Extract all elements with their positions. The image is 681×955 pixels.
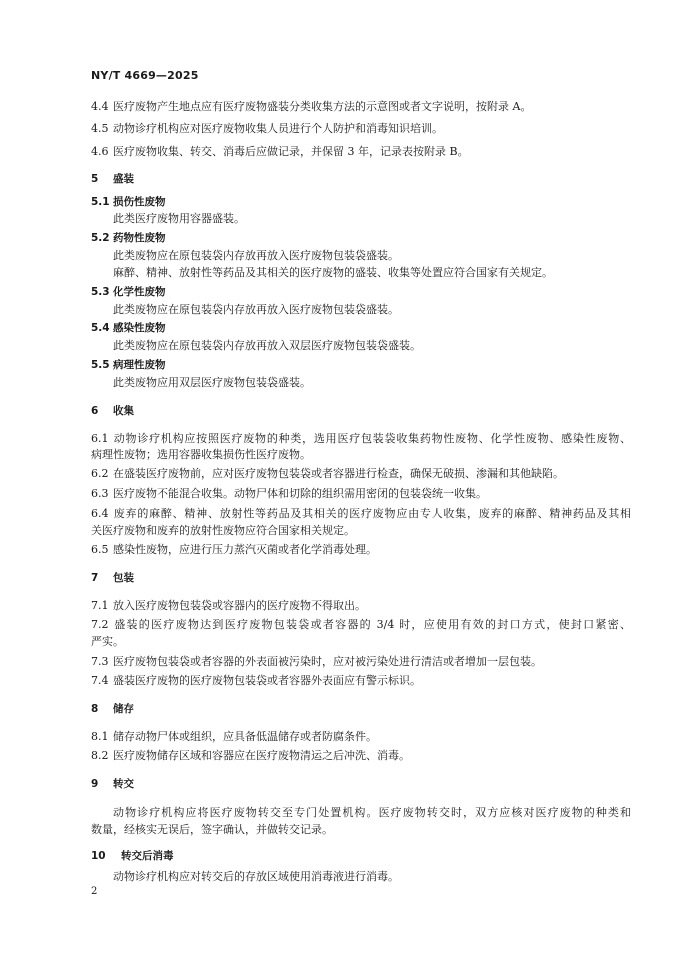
- clause-6-2: 6.2 在盛装医疗废物前，应对医疗废物包装袋或者容器进行检查，确保无破损、渗漏和其他缺陷。: [91, 467, 564, 480]
- clause-8-2: 8.2 医疗废物储存区域和容器应在医疗废物清运之后冲洗、消毒。: [91, 749, 410, 762]
- subsection-5-5-heading: 5.5 病理性废物: [91, 359, 166, 371]
- clause-6-5: 6.5 感染性废物，应进行压力蒸汽灭菌或者化学消毒处理。: [91, 543, 377, 556]
- section-9-heading: 9 转交: [91, 778, 134, 790]
- standard-code: NY/T 4669—2025: [91, 69, 199, 82]
- section-5-heading: 5 盛装: [91, 173, 134, 185]
- page-number: 2: [91, 886, 98, 897]
- section-9-text-2: 数量，经核实无误后，签字确认，并做转交记录。: [91, 823, 333, 836]
- subsection-5-4-heading: 5.4 感染性废物: [91, 322, 166, 334]
- clause-text: 动物诊疗机构应对医疗废物收集人员进行个人防护和消毒知识培训。: [113, 122, 443, 135]
- clause-7-4: 7.4 盛装医疗废物的医疗废物包装袋或者容器外表面应有警示标识。: [91, 674, 421, 687]
- section-8-heading: 8 储存: [91, 703, 134, 715]
- clause-4-5: 4.5 动物诊疗机构应对医疗废物收集人员进行个人防护和消毒知识培训。: [91, 122, 443, 135]
- clause-text: 感染性废物，应进行压力蒸汽灭菌或者化学消毒处理。: [113, 543, 377, 556]
- clause-8-1: 8.1 储存动物尸体或组织，应具备低温储存或者防腐条件。: [91, 730, 377, 743]
- section-6-heading: 6 收集: [91, 405, 134, 417]
- clause-text: 放入医疗废物包装袋或容器内的医疗废物不得取出。: [113, 599, 366, 612]
- clause-text: 医疗废物收集、转交、消毒后应做记录，并保留 3 年，记录表按附录 B。: [113, 145, 469, 158]
- clause-6-4-cont: 关医疗废物和废弃的放射性废物应符合国家相关规定。: [91, 524, 355, 537]
- clause-6-1-cont: 病理性废物；选用容器收集损伤性医疗废物。: [91, 448, 311, 461]
- subsection-5-4-text: 此类废物应在原包装袋内存放再放入双层医疗废物包装袋盛装。: [113, 339, 421, 352]
- clause-7-3: 7.3 医疗废物包装袋或者容器的外表面被污染时，应对被污染处进行清洁或者增加一层包装。: [91, 655, 542, 668]
- clause-6-3: 6.3 医疗废物不能混合收集。动物尸体和切除的组织需用密闭的包装袋统一收集。: [91, 487, 487, 500]
- clause-text: 废弃的麻醉、精神、放射性等药品及其相关的医疗废物应由专人收集，废弃的麻醉、精神药品及其相: [113, 507, 631, 520]
- clause-text: 医疗废物包装袋或者容器的外表面被污染时，应对被污染处进行清洁或者增加一层包装。: [113, 655, 542, 668]
- clause-text: 盛装医疗废物的医疗废物包装袋或者容器外表面应有警示标识。: [113, 674, 421, 687]
- subsection-5-1-heading: 5.1 损伤性废物: [91, 196, 166, 208]
- subsection-5-1-text: 此类医疗废物用容器盛装。: [113, 212, 245, 225]
- clause-text: 储存动物尸体或组织，应具备低温储存或者防腐条件。: [113, 730, 377, 743]
- clause-text: 医疗废物产生地点应有医疗废物盛装分类收集方法的示意图或者文字说明，按附录 A。: [113, 100, 532, 113]
- clause-text: 动物诊疗机构应按照医疗废物的种类，选用医疗包装袋收集药物性废物、化学性废物、感染性废物、: [113, 432, 631, 445]
- clause-6-1: 6.1 动物诊疗机构应按照医疗废物的种类，选用医疗包装袋收集药物性废物、化学性废物、感染性废物、: [91, 432, 631, 445]
- clause-7-2-cont: 严实。: [91, 635, 124, 648]
- subsection-5-3-text: 此类废物应在原包装袋内存放再放入医疗废物包装袋盛装。: [113, 303, 399, 316]
- clause-7-2: 7.2 盛装的医疗废物达到医疗废物包装袋或者容器的 3/4 时，应使用有效的封口方式，使封口紧密、: [91, 618, 631, 631]
- subsection-5-2-text-1: 此类废物应在原包装袋内存放再放入医疗废物包装袋盛装。: [113, 249, 399, 262]
- clause-4-6: 4.6 医疗废物收集、转交、消毒后应做记录，并保留 3 年，记录表按附录 B。: [91, 145, 469, 158]
- section-7-heading: 7 包装: [91, 572, 134, 584]
- subsection-5-5-text: 此类废物应用双层医疗废物包装袋盛装。: [113, 376, 311, 389]
- clause-text: 盛装的医疗废物达到医疗废物包装袋或者容器的 3/4 时，应使用有效的封口方式，使封口紧密、: [113, 618, 631, 631]
- clause-6-4: 6.4 废弃的麻醉、精神、放射性等药品及其相关的医疗废物应由专人收集，废弃的麻醉、精神药品及其相: [91, 507, 631, 520]
- section-10-heading: 10 转交后消毒: [91, 850, 174, 862]
- subsection-5-2-text-2: 麻醉、精神、放射性等药品及其相关的医疗废物的盛装、收集等处置应符合国家有关规定。: [113, 266, 553, 279]
- clause-text: 在盛装医疗废物前，应对医疗废物包装袋或者容器进行检查，确保无破损、渗漏和其他缺陷。: [113, 467, 564, 480]
- subsection-5-2-heading: 5.2 药物性废物: [91, 232, 166, 244]
- clause-7-1: 7.1 放入医疗废物包装袋或容器内的医疗废物不得取出。: [91, 599, 366, 612]
- section-9-text-1: 动物诊疗机构应将医疗废物转交至专门处置机构。医疗废物转交时，双方应核对医疗废物的种类和: [113, 806, 631, 819]
- clause-text: 医疗废物储存区域和容器应在医疗废物清运之后冲洗、消毒。: [113, 749, 410, 762]
- clause-text: 医疗废物不能混合收集。动物尸体和切除的组织需用密闭的包装袋统一收集。: [113, 487, 487, 500]
- section-10-text: 动物诊疗机构应对转交后的存放区域使用消毒液进行消毒。: [113, 870, 399, 883]
- subsection-5-3-heading: 5.3 化学性废物: [91, 286, 166, 298]
- clause-4-4: 4.4 医疗废物产生地点应有医疗废物盛装分类收集方法的示意图或者文字说明，按附录 A。: [91, 100, 532, 113]
